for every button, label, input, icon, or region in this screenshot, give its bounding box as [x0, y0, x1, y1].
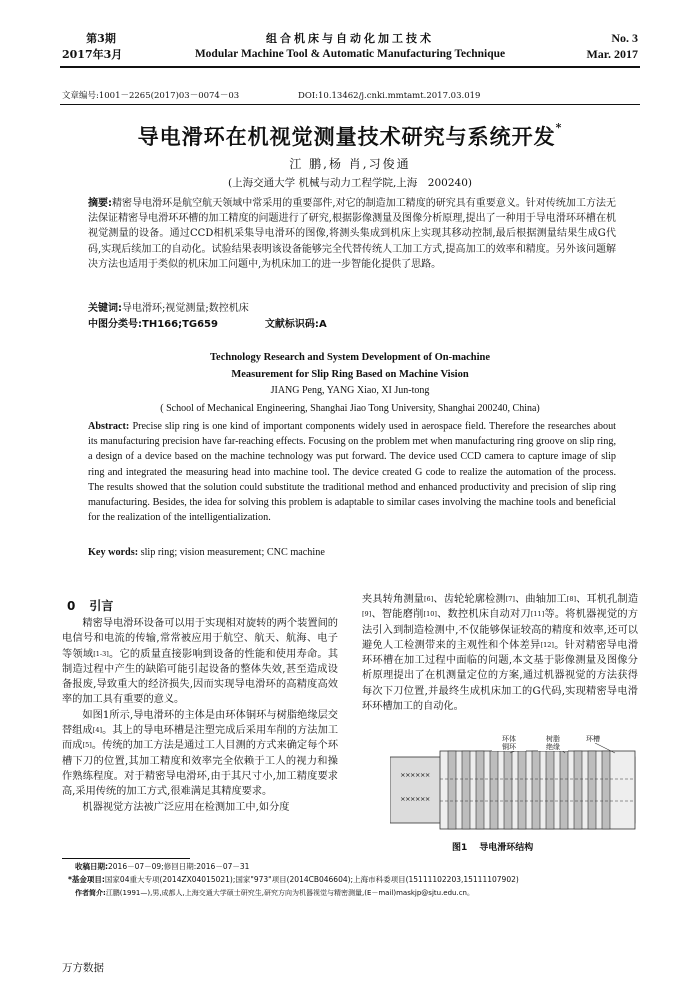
- journal-title-en: Modular Machine Tool & Automatic Manufacturing Technique: [194, 48, 506, 60]
- article-number: 文章编号:1001－2265(2017)03－0074－03: [62, 91, 240, 101]
- footnote-rule: [62, 858, 190, 859]
- hatch-marks-bottom: ××××××: [400, 795, 430, 803]
- issue-number: 第3期: [86, 32, 116, 45]
- authors-cn: 江 鹏,杨 肖,习俊通: [289, 157, 411, 171]
- paragraph: 精密导电滑环设备可以用于实现相对旋转的两个装置间的电信号和电流的传输,常常被应用于航空、航天、航海、电子等领域[1-3]。它的质量直接影响到设备的性能和使用寿命。其制造过程中产生的缺陷可能引起设备的整体失效,甚至造成设备报废,导致重大的经济损失,因而实现导电滑环的高精度高效率的加工具有重要的意义。: [62, 618, 339, 706]
- right-column-text: [362, 592, 638, 714]
- footnote-author: 作者简介:江鹏(1991—),男,成都人,上海交通大学硕士研究生,研究方向为机器视觉与精密测量,(E－mail)maskjp@sjtu.edu.cn。: [75, 889, 474, 897]
- slip-ring-diagram: [390, 739, 640, 839]
- abstract-cn: 摘要:精密导电滑环是航空航天领域中常采用的重要部件,对它的制造加工精度的研究具有重要意义。针对传统加工方法无法保证精密导电滑环环槽的加工精度的问题进行了研究,根据影像测量及图像分析原理,提出了一种用于导电滑环环槽在机视觉测量的设备。通过CCD相机采集导电滑环的图像,将测头集成到机床上实现其移动控制,最后根据测量结果生成G代码,实现后续加工的自动化。试验结果表明该设备能够完全代替传统人工加工方式,提高加工的效率和精度。另外该问题解决方法也适用于类似的机床加工问题中,为机床加工的进一步智能化提供了思路。: [88, 198, 616, 270]
- header-rule: [60, 66, 640, 68]
- hatch-marks-top: ××××××: [400, 771, 430, 779]
- label-ring-groove: 环槽: [580, 735, 606, 743]
- authors-en: JIANG Peng, YANG Xiao, XI Jun-tong: [270, 385, 430, 396]
- footnote-fund: *基金项目:国家04重大专项(2014ZX04015021);国家"973"项目(2014CB046604);上海市科委项目(15111102203,15111107902): [68, 875, 519, 884]
- issue-date: 2017年3月: [62, 48, 123, 61]
- paper-title-en: Technology Research and System Development of On-machine Measurement for Slip Ring Based on Machine Vision: [210, 352, 490, 380]
- journal-title-cn: 组合机床与自动化加工技术: [266, 32, 434, 45]
- paragraph: 夹具转角测量[6]、齿轮轮廓检测[7]、曲轴加工[8]、耳机孔制造[9]、智能磨削[10]、数控机床自动对刀[11]等。将机器视觉的方法引入到制造检测中,不仅能够保证较高的精度和效率,还可以避免人工检测带来的主观性和个体差异[12]。针对精密导电滑环环槽在加工过程中面临的问题,本文基于影像测量及图像分析原理提出了在机测量定位的方案,通过机器视觉的方法获得每次下刀位置,并最终生成机床加工的G代码,实现精密导电滑环环槽加工的自动化。: [362, 594, 639, 713]
- affiliation-cn: (上海交通大学 机械与动力工程学院,上海 200240): [228, 177, 472, 189]
- label-ring-copper: 环体 铜环: [492, 735, 526, 751]
- meta-rule: [60, 104, 640, 105]
- paragraph: 机器视觉方法被广泛应用在检测加工中,如分度: [82, 801, 290, 813]
- footnote-received: 收稿日期:2016－07－09;修回日期:2016－07－31: [75, 862, 250, 871]
- section-heading-intro: 0 引言: [67, 599, 114, 613]
- label-resin-insulation: 树脂 绝缘: [538, 735, 568, 751]
- issue-date-en: Mar. 2017: [586, 47, 638, 61]
- keywords-cn: 关键词:导电滑环;视觉测量;数控机床: [88, 303, 249, 314]
- paper-title-cn: 导电滑环在机视觉测量技术研究与系统开发*: [137, 121, 563, 149]
- paragraph: 如图1所示,导电滑环的主体是由环体铜环与树脂绝缘层交替组成[4]。其上的导电环槽是注塑完成后采用车削的方法加工而成[5]。传统的加工方法是通过工人目测的方式来确定每个环槽下刀的位置,其加工精度和效率完全依赖于工人的视力和操作熟练程度。对于精密导电滑环,由于其尺寸小,加工精度要求高,采用传统的加工方式,很难满足其精度要求。: [62, 709, 339, 798]
- doi: DOI:10.13462/j.cnki.mmtamt.2017.03.019: [298, 91, 481, 101]
- watermark: 万方数据: [62, 962, 104, 974]
- issue-no-en: No. 3: [611, 31, 638, 45]
- keywords-en: Key words: slip ring; vision measurement; CNC machine: [88, 547, 325, 558]
- abstract-en: Abstract: Precise slip ring is one kind of important components widely used in aerospace field. Therefore the researches about its manufacturing precision have far-reaching effects. Focusing on the problem met when manufacturing ring groove on slip ring, a design of a device based on the machine technology was put forward. The device used CCD camera to capture image of slip ring and integrated the measuring head into machine tool. The device created G code to realize the automation of the process. The results showed that the solution could substitute the traditional method and enhanced productivity and precision of slip ring manufacturing. Besides, the idea for solving this problem is adaptable to similar cases involving the machine tools and beneficial for the realization of the intelligentialization.: [88, 421, 617, 524]
- left-column-text: [62, 616, 338, 815]
- figure-1-caption: 图1 导电滑环结构: [452, 843, 534, 853]
- figure-1-slip-ring-structure: [390, 735, 640, 839]
- affiliation-en: ( School of Mechanical Engineering, Shanghai Jiao Tong University, Shanghai 200240, China): [160, 403, 540, 414]
- classification-line: 中图分类号:TH166;TG659 文献标识码:A: [88, 319, 327, 330]
